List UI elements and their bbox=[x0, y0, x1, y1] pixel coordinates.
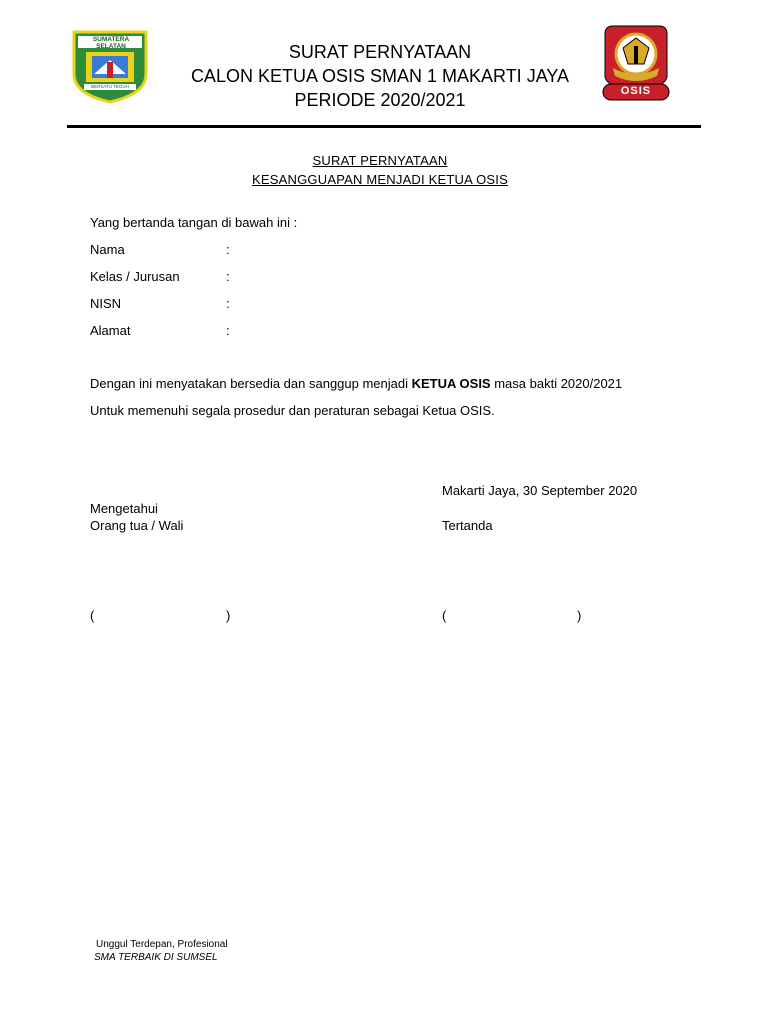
left-sign-open-paren: ( bbox=[90, 608, 95, 623]
field-colon-nisn: : bbox=[226, 296, 230, 311]
left-sign-label-1: Mengetahui bbox=[90, 501, 158, 516]
header-title-line1: SURAT PERNYATAAN bbox=[288, 42, 472, 62]
statement-line1 bbox=[90, 376, 622, 391]
field-label-alamat: Alamat bbox=[90, 323, 131, 338]
left-logo-motto: BERSATU TEGUH bbox=[91, 84, 129, 89]
footer-line1: Unggul Terdepan, Profesional bbox=[96, 939, 228, 950]
subtitle-line1: SURAT PERNYATAAN bbox=[312, 153, 448, 168]
field-label-nisn: NISN bbox=[90, 296, 122, 311]
intro-text: Yang bertanda tangan di bawah ini : bbox=[90, 215, 298, 230]
right-sign-close-paren: ) bbox=[577, 608, 582, 623]
field-colon-nama: : bbox=[226, 242, 230, 257]
subtitle-line2: KESANGGUAPAN MENJADI KETUA OSIS bbox=[252, 172, 508, 187]
statement-part2: masa bakti 2020/2021 bbox=[490, 376, 623, 391]
field-label-nama: Nama bbox=[90, 242, 125, 257]
field-colon-kelas: : bbox=[226, 269, 230, 284]
field-colon-alamat: : bbox=[226, 323, 230, 338]
left-sign-close-paren: ) bbox=[226, 608, 231, 623]
footer-line2: SMA TERBAIK DI SUMSEL bbox=[94, 952, 218, 963]
field-label-kelas: Kelas / Jurusan bbox=[90, 269, 180, 284]
header-title-line2: CALON KETUA OSIS SMAN 1 MAKARTI JAYA bbox=[190, 66, 570, 86]
place-date: Makarti Jaya, 30 September 2020 bbox=[442, 483, 638, 498]
left-logo-text: SUMATERA SELATAN bbox=[92, 36, 130, 50]
left-sign-label-2: Orang tua / Wali bbox=[90, 518, 184, 533]
right-sign-label: Tertanda bbox=[442, 518, 493, 533]
right-sign-open-paren: ( bbox=[442, 608, 447, 623]
statement-line2: Untuk memenuhi segala prosedur dan peraturan sebagai Ketua OSIS. bbox=[90, 403, 495, 418]
header-title-line3: PERIODE 2020/2021 bbox=[294, 90, 466, 110]
osis-logo bbox=[597, 24, 675, 104]
statement-part1: Dengan ini menyatakan bersedia dan sanggup menjadi bbox=[90, 376, 412, 391]
header-divider bbox=[67, 125, 701, 128]
statement-bold: KETUA OSIS bbox=[411, 376, 491, 391]
right-logo-text: OSIS bbox=[620, 85, 652, 97]
sumatera-selatan-logo bbox=[70, 26, 150, 104]
